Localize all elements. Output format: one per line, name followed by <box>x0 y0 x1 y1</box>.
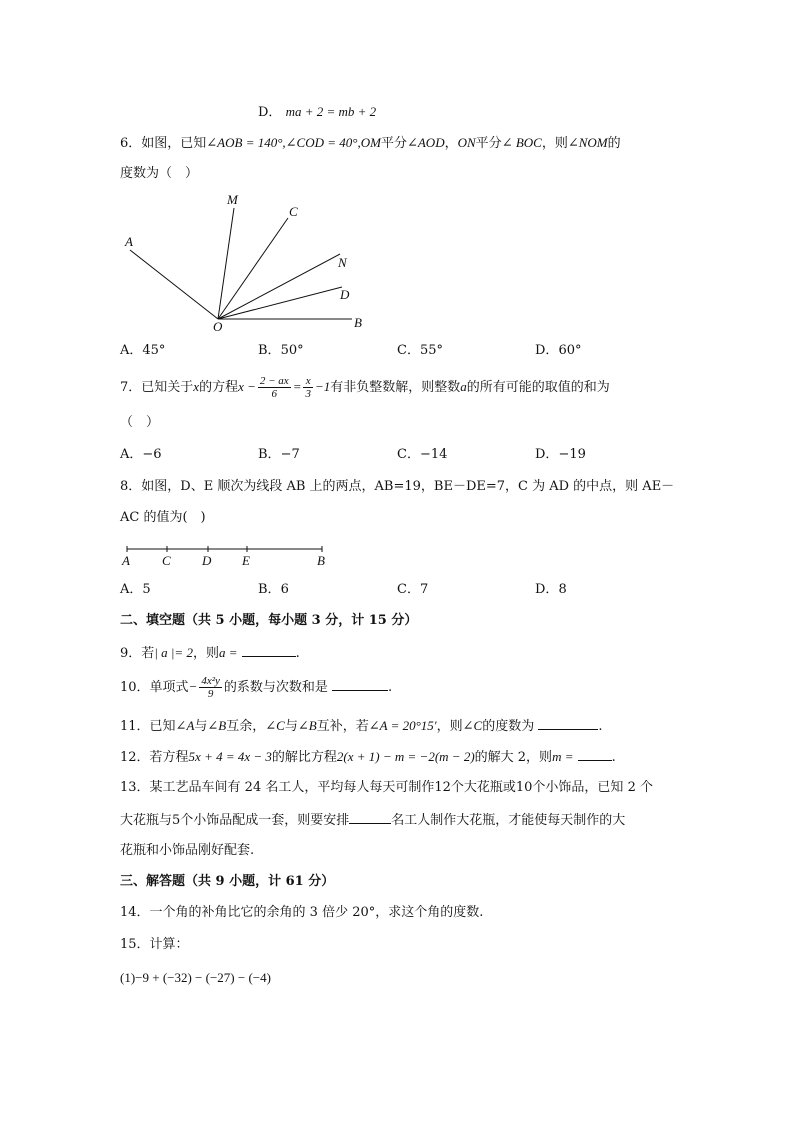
q13-text: 名工人制作大花瓶，才能使每天制作的大 <box>391 813 626 828</box>
q11-text: 互补，若 <box>316 719 369 734</box>
q6-option-a[interactable] <box>120 342 165 360</box>
frac-numerator: 2 − ax <box>259 375 289 387</box>
q6-angle-figure <box>120 192 380 332</box>
section-3-title: 三、解答题（共 9 小题，计 61 分） <box>120 874 335 889</box>
q7-var-x: x <box>193 379 200 394</box>
section-2-title: 二、填空题（共 5 小题，每小题 3 分，计 15 分） <box>120 613 418 628</box>
q11-answer-blank[interactable] <box>538 717 598 730</box>
label-a: A <box>125 234 133 249</box>
option-label: B． <box>258 447 281 462</box>
q6-stem-line1 <box>120 134 621 153</box>
label-b: B <box>317 553 325 568</box>
q6-option-c[interactable] <box>397 342 443 360</box>
option-value: 50° <box>280 343 304 358</box>
q11-angle-b: ∠B <box>297 718 317 733</box>
q6-text: 的 <box>607 136 621 151</box>
option-label: D． <box>535 343 559 358</box>
q13-line1: 13．某工艺品车间有 24 名工人，平均每人每天可制作12个大花瓶或10个小饰品，已知 2 个 <box>120 780 653 795</box>
q8-option-d[interactable] <box>535 581 567 599</box>
q9-end: . <box>295 646 300 661</box>
q7-option-c[interactable] <box>397 446 447 464</box>
option-label: B． <box>258 343 281 358</box>
q11-text: 与 <box>284 719 298 734</box>
option-label: A． <box>120 582 143 597</box>
q6-angle-nom: ∠NOM <box>567 135 608 150</box>
option-value: 7 <box>419 582 429 597</box>
q9-abs-expr: | a |= 2 <box>154 645 193 660</box>
q9-text: ，则 <box>192 646 219 661</box>
label-d: D <box>202 553 212 568</box>
q10-answer-blank[interactable] <box>332 678 388 691</box>
option-value: −19 <box>558 447 586 462</box>
option-label: C． <box>397 447 420 462</box>
q8-option-a[interactable] <box>120 581 151 599</box>
label-m: M <box>227 192 238 207</box>
q10-fraction <box>199 675 222 700</box>
q11-text: ，则 <box>436 719 463 734</box>
q11-end: . <box>598 719 603 734</box>
q7-text: 有非负整数解，则整数 <box>330 380 461 395</box>
option-value: 60° <box>558 343 582 358</box>
label-c: C <box>289 204 298 219</box>
label-e: E <box>242 553 250 568</box>
q15-part-1: (1)−9 + (−32) − (−27) − (−4) <box>120 970 271 985</box>
frac-denominator: 3 <box>305 388 311 400</box>
label-c: C <box>162 553 171 568</box>
option-value: −6 <box>142 447 162 462</box>
q7-option-d[interactable] <box>535 446 586 464</box>
option-expr: ma + 2 = mb + 2 <box>285 104 377 119</box>
label-a: A <box>122 553 130 568</box>
q7-fraction-1 <box>258 375 291 400</box>
ray-oa <box>130 250 218 319</box>
q11-angle-a: ∠A <box>175 718 195 733</box>
frac-denominator: 9 <box>207 688 214 700</box>
q12-text: 的解大 2，则 <box>474 750 553 765</box>
q11-given: ∠A = 20°15′ <box>368 718 437 733</box>
q12-end: . <box>611 750 616 765</box>
frac-numerator: x <box>303 375 313 388</box>
option-value: 6 <box>280 582 289 597</box>
q6-angle-aod: ∠AOD <box>406 135 445 150</box>
q9-prefix: 9．若 <box>120 646 155 661</box>
q7-eq-sign: = <box>292 379 302 394</box>
q11-stem <box>120 717 603 736</box>
q11-angle-b: ∠B <box>207 718 227 733</box>
q6-text: 平分 <box>380 136 407 151</box>
q11-text: 的度数为 <box>482 719 535 734</box>
q11-angle-c: ∠C <box>462 718 483 733</box>
q7-stem-line2: （ ） <box>120 415 160 430</box>
q10-stem <box>120 670 392 705</box>
frac-denominator: 6 <box>271 388 278 400</box>
option-value: 5 <box>142 582 151 597</box>
q13-line3: 花瓶和小饰品刚好配套. <box>120 843 255 858</box>
q7-text: 的方程 <box>199 380 239 395</box>
q8-segment-figure <box>120 540 340 572</box>
option-label: D． <box>535 582 559 597</box>
q12-answer-blank[interactable] <box>578 748 612 761</box>
label-n: N <box>338 255 347 270</box>
q11-text: 互余， <box>226 719 266 734</box>
option-value: 55° <box>419 343 443 358</box>
q5-option-d <box>258 103 376 122</box>
q8-stem-line1: 8．如图，D、E 顺次为线段 AB 上的两点，AB=19，BE－DE=7，C 为 AD 的中点，则 AE－ <box>120 479 675 494</box>
q10-text: 的系数与次数和是 <box>223 680 328 695</box>
q11-prefix: 11．已知 <box>120 719 176 734</box>
option-label: B． <box>258 582 281 597</box>
ray-om <box>218 208 234 319</box>
q6-stem-line2: 度数为（ ） <box>120 166 199 181</box>
option-label: C． <box>397 582 420 597</box>
q6-option-d[interactable] <box>535 342 581 360</box>
q7-option-a[interactable] <box>120 446 162 464</box>
q6-angle-boc: ∠ BOC <box>501 135 542 150</box>
q7-eq-x: x − <box>238 379 256 394</box>
q8-option-b[interactable] <box>258 581 289 599</box>
q10-end: . <box>388 680 393 695</box>
option-value: −14 <box>419 447 448 462</box>
q6-text: 平分 <box>475 136 502 151</box>
q7-var-a: a <box>460 379 467 394</box>
q12-prefix: 12．若方程 <box>120 750 189 765</box>
q7-text: 的所有可能的取值的和为 <box>466 380 610 395</box>
q7-eq-tail: −1 <box>314 379 331 394</box>
q7-option-b[interactable] <box>258 446 300 464</box>
q10-prefix: 10．单项式 <box>120 680 189 695</box>
q6-ray-on: ON <box>457 135 476 150</box>
q9-answer-blank[interactable] <box>242 644 296 657</box>
label-b: B <box>354 315 362 330</box>
q7-fraction-2 <box>303 375 313 400</box>
q14-stem: 14．一个角的补角比它的余角的 3 倍少 20°，求这个角的度数. <box>120 905 484 920</box>
q12-text: 的解比方程 <box>271 750 337 765</box>
option-label: D． <box>535 447 559 462</box>
q6-text: ， <box>444 136 458 151</box>
option-label: A． <box>120 343 143 358</box>
q12-equation-1: 5x + 4 = 4x − 3 <box>188 749 272 764</box>
q15-title: 15．计算： <box>120 937 189 952</box>
q13-line2 <box>120 811 625 830</box>
q13-answer-blank[interactable] <box>349 811 391 824</box>
option-label: C． <box>397 343 420 358</box>
label-o: O <box>213 319 223 332</box>
q11-angle-c: ∠C <box>265 718 285 733</box>
option-value: −7 <box>280 447 300 462</box>
q10-minus: − <box>188 679 198 694</box>
q9-stem <box>120 644 300 663</box>
q6-given: ∠AOB = 140°,∠COD = 40°,OM <box>206 135 381 150</box>
option-label: D． <box>258 105 282 120</box>
q11-text: 与 <box>194 719 208 734</box>
q6-text: ，则 <box>541 136 568 151</box>
label-d: D <box>340 287 350 302</box>
q8-stem-line2: AC 的值为( ) <box>120 510 206 525</box>
q8-option-c[interactable] <box>397 581 428 599</box>
option-value: 45° <box>142 343 166 358</box>
q7-stem-line1 <box>120 372 610 403</box>
option-label: A． <box>120 447 143 462</box>
q12-m-eq: m = <box>552 749 574 764</box>
q12-stem <box>120 748 616 767</box>
ray-on <box>218 254 340 319</box>
q6-prefix: 6．如图，已知 <box>120 136 207 151</box>
q7-prefix: 7．已知关于 <box>120 380 194 395</box>
q6-option-b[interactable] <box>258 342 304 360</box>
q12-equation-2: 2(x + 1) − m = −2(m − 2) <box>336 749 475 764</box>
q9-a-eq: a = <box>218 645 238 660</box>
option-value: 8 <box>558 582 567 597</box>
q13-text: 大花瓶与5个小饰品配成一套，则要安排 <box>120 813 350 828</box>
frac-numerator: 4x²y <box>201 675 220 687</box>
